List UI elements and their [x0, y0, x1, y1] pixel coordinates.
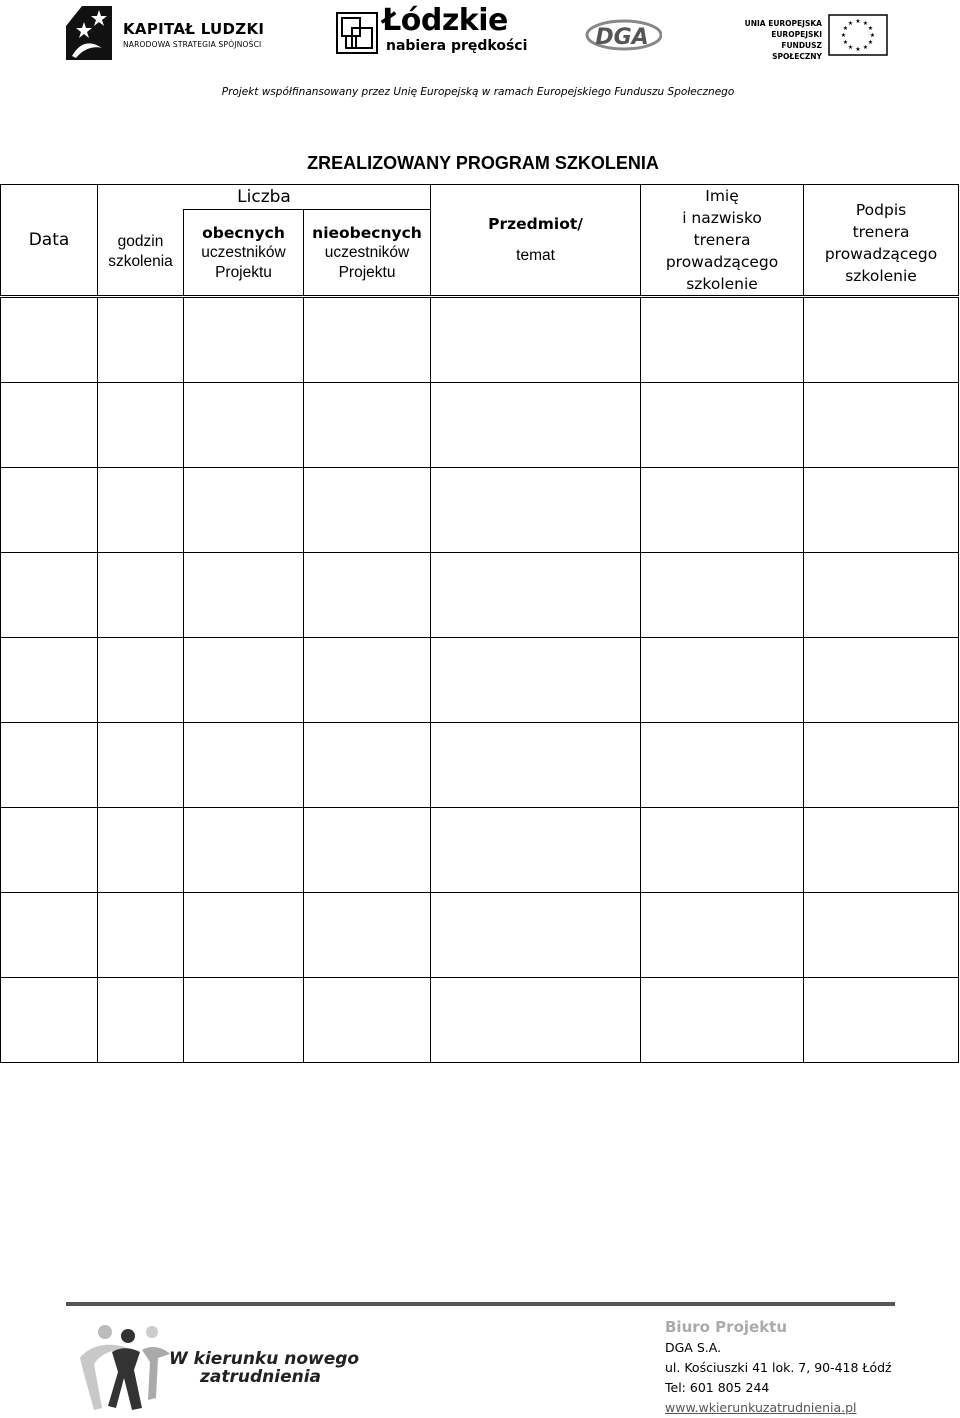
col-header-subject-line-2: temat: [516, 247, 555, 264]
table-cell[interactable]: [304, 978, 431, 1063]
office-title: Biuro Projektu: [665, 1318, 788, 1336]
trainer-name-line-1: Imię: [705, 187, 739, 205]
col-header-count-group: Liczba: [98, 185, 431, 210]
table-cell[interactable]: [641, 468, 804, 553]
dga-logo: [584, 18, 662, 52]
signature-line-3: prowadzącego: [824, 245, 938, 263]
office-phone: Tel: 601 805 244: [665, 1380, 770, 1395]
col-header-hours: [98, 210, 184, 297]
table-cell[interactable]: [804, 723, 959, 808]
present-line-1: obecnych: [202, 223, 285, 242]
table-cell[interactable]: [184, 297, 304, 383]
svg-text:★: ★: [869, 32, 876, 39]
program-logo-line-1: W kierunku nowego: [169, 1349, 360, 1369]
table-cell[interactable]: [184, 978, 304, 1063]
svg-text:★: ★: [862, 20, 869, 27]
col-header-present: [184, 210, 304, 297]
table-body: [1, 297, 959, 1063]
table-cell[interactable]: [304, 383, 431, 468]
table-cell[interactable]: [184, 893, 304, 978]
table-cell[interactable]: [641, 297, 804, 383]
table-cell[interactable]: [641, 893, 804, 978]
col-header-subject-line-1: Przedmiot/: [488, 215, 583, 233]
table-cell[interactable]: [304, 723, 431, 808]
table-cell[interactable]: [1, 723, 98, 808]
table-cell[interactable]: [98, 638, 184, 723]
table-cell[interactable]: [98, 723, 184, 808]
program-logo-line-2: zatrudnienia: [200, 1367, 322, 1387]
svg-text:★: ★: [847, 20, 854, 27]
table-row: [1, 553, 959, 638]
eu-flag-icon: [828, 14, 888, 56]
page-title: [0, 153, 960, 174]
table-row: [1, 723, 959, 808]
table-cell[interactable]: [431, 808, 641, 893]
table-cell[interactable]: [1, 383, 98, 468]
absent-line-1: nieobecnych: [312, 223, 422, 242]
table-row: [1, 383, 959, 468]
table-row: [1, 808, 959, 893]
footer-divider: [66, 1302, 895, 1306]
table-cell[interactable]: [304, 638, 431, 723]
trainer-name-line-2: i nazwisko: [682, 209, 762, 227]
table-cell[interactable]: [641, 808, 804, 893]
table-cell[interactable]: [184, 553, 304, 638]
table-cell[interactable]: [1, 553, 98, 638]
svg-text:★: ★: [867, 39, 874, 46]
table-row: [1, 893, 959, 978]
kapital-ludzki-name: KAPITAŁ LUDZKI: [123, 20, 265, 38]
table-cell[interactable]: [431, 893, 641, 978]
svg-text:★: ★: [855, 18, 861, 25]
table-cell[interactable]: [804, 638, 959, 723]
trainer-name-line-3: trenera: [693, 231, 751, 249]
lodzkie-name: Łódzkie: [382, 3, 508, 38]
table-cell[interactable]: [98, 893, 184, 978]
table-cell[interactable]: [98, 383, 184, 468]
table-cell[interactable]: [1, 808, 98, 893]
trainer-name-line-4: prowadzącego: [665, 253, 779, 271]
table-cell[interactable]: [641, 638, 804, 723]
table-cell[interactable]: [431, 468, 641, 553]
svg-text:★: ★: [867, 25, 874, 32]
eu-line-3: FUNDUSZ SPOŁECZNY: [772, 41, 822, 61]
table-cell[interactable]: [304, 808, 431, 893]
table-row: [1, 638, 959, 723]
table-row: [1, 978, 959, 1063]
table-row: [1, 468, 959, 553]
svg-text:★: ★: [855, 46, 861, 53]
table-row: [1, 297, 959, 383]
eu-fund-label: [740, 18, 822, 62]
table-cell[interactable]: [641, 723, 804, 808]
dga-logo-text: DGA: [595, 25, 649, 50]
table-cell[interactable]: [804, 893, 959, 978]
absent-line-3: Projektu: [338, 263, 396, 281]
table-cell[interactable]: [1, 638, 98, 723]
col-header-trainer-name: [641, 185, 804, 297]
hours-line-1: godzin: [117, 233, 164, 251]
table-cell[interactable]: [804, 297, 959, 383]
table-cell[interactable]: [1, 893, 98, 978]
office-company: DGA S.A.: [665, 1340, 722, 1355]
table-cell[interactable]: [431, 297, 641, 383]
page-title-text: ZREALIZOWANY PROGRAM SZKOLENIA: [307, 153, 659, 173]
svg-text:★: ★: [840, 32, 847, 39]
table-cell[interactable]: [184, 808, 304, 893]
table-cell[interactable]: [304, 893, 431, 978]
table-cell[interactable]: [98, 978, 184, 1063]
present-line-2: uczestników: [201, 243, 286, 261]
table-cell[interactable]: [431, 383, 641, 468]
table-cell[interactable]: [304, 468, 431, 553]
header-logo-bar: [0, 0, 960, 110]
table-cell[interactable]: [804, 468, 959, 553]
signature-line-4: szkolenie: [845, 267, 917, 285]
table-cell[interactable]: [804, 808, 959, 893]
table-cell[interactable]: [1, 297, 98, 383]
table-cell[interactable]: [98, 553, 184, 638]
trainer-name-line-5: szkolenie: [686, 275, 758, 293]
project-office-contact: [665, 1316, 892, 1418]
cofinancing-text: Projekt współfinansowany przez Unię Europejską w ramach Europejskiego Funduszu Społecznego: [221, 86, 735, 98]
table-cell[interactable]: [304, 297, 431, 383]
present-line-3: Projektu: [215, 263, 272, 281]
table-cell[interactable]: [304, 553, 431, 638]
office-website-link[interactable]: www.wkierunkuzatrudnienia.pl: [665, 1400, 857, 1415]
cofinancing-note: [0, 86, 960, 98]
table-cell[interactable]: [431, 638, 641, 723]
absent-line-2: uczestników: [324, 243, 410, 261]
table-cell[interactable]: [1, 978, 98, 1063]
svg-text:★: ★: [862, 44, 869, 51]
table-cell[interactable]: [98, 468, 184, 553]
col-header-subject: [431, 185, 641, 297]
lodzkie-subtitle: nabiera prędkości: [386, 38, 528, 54]
table-cell[interactable]: [98, 808, 184, 893]
table-cell[interactable]: [431, 723, 641, 808]
table-cell[interactable]: [431, 978, 641, 1063]
training-program-table: [0, 184, 959, 1063]
table-cell[interactable]: [804, 383, 959, 468]
lodzkie-logo-icon: [336, 12, 378, 54]
table-cell[interactable]: [184, 383, 304, 468]
table-cell[interactable]: [804, 553, 959, 638]
office-address: ul. Kościuszki 41 lok. 7, 90-418 Łódź: [665, 1360, 892, 1375]
svg-text:★: ★: [842, 39, 849, 46]
table-cell[interactable]: [184, 638, 304, 723]
kapital-ludzki-subtitle: NARODOWA STRATEGIA SPÓJNOŚCI: [123, 40, 262, 49]
signature-line-1: Podpis: [855, 201, 907, 219]
eu-line-1: UNIA EUROPEJSKA: [744, 19, 822, 28]
table-cell[interactable]: [184, 723, 304, 808]
table-cell[interactable]: [804, 978, 959, 1063]
eu-line-2: EUROPEJSKI: [771, 30, 822, 39]
svg-text:★: ★: [842, 25, 849, 32]
col-header-absent: [304, 210, 431, 297]
table-cell[interactable]: [641, 553, 804, 638]
table-cell[interactable]: [641, 978, 804, 1063]
col-header-signature: [804, 185, 959, 297]
svg-text:★: ★: [847, 44, 854, 51]
program-logo-figures-icon: [72, 1318, 172, 1413]
kapital-ludzki-logo-icon: [66, 6, 112, 60]
signature-line-2: trenera: [852, 223, 910, 241]
table-cell[interactable]: [184, 468, 304, 553]
table-cell[interactable]: [98, 297, 184, 383]
table-cell[interactable]: [641, 383, 804, 468]
table-cell[interactable]: [1, 468, 98, 553]
col-header-date: Data: [1, 185, 98, 297]
hours-line-2: szkolenia: [108, 253, 173, 271]
table-cell[interactable]: [431, 553, 641, 638]
